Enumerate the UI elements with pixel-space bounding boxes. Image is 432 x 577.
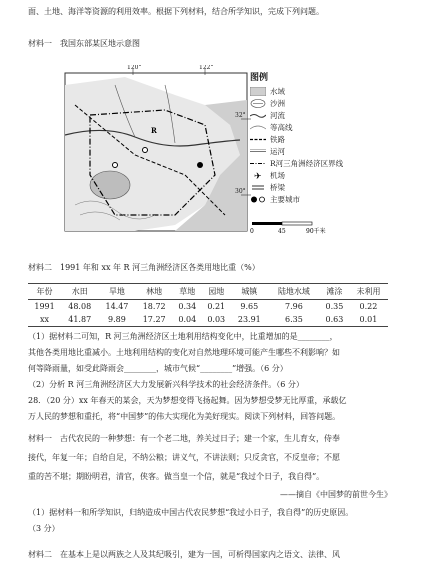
river-R-label: R: [151, 126, 157, 135]
material2-paragraph: 材料二 在基本上是以两族之人及其纪吸引，建为一国，可析得国家内之语文、法律、风: [28, 550, 340, 559]
lat-bottom-label: 30°: [235, 188, 246, 195]
legend-item: 沙洲: [250, 98, 400, 108]
lon-left-label: 120°: [127, 65, 142, 71]
city-marker: [197, 162, 203, 168]
question-1-line: 何等降雨量，如受此降雨会________，城市气候“________”增强。（6 分）: [28, 364, 288, 373]
boundary-icon: [250, 159, 266, 168]
table-header-row: 年份 水田 旱地 林地 草地 园地 城镇 陆地水域 滩涂 未利用: [28, 284, 388, 300]
scale-bar-icon: [250, 220, 330, 234]
question-28-line: 万人民的梦想和重托，将“中国梦”的伟大实现化为美好现实。阅读下列材料，回答问题。: [28, 412, 341, 421]
question-28-line: 28．（20 分）xx 年春天的某会，天为梦想变得飞扬起舞。因为梦想受梦无比厚重，承载亿: [28, 396, 347, 405]
contour-icon: [250, 123, 266, 132]
intro-text: 面、土地、海洋等资源的利用效率。根据下列材料，结合所学知识，完成下列问题。: [28, 7, 324, 16]
question-1-line: 其他各类用地比重减小。土地利用结构的变化对自然地理环境可能产生哪些不利影响？如: [28, 348, 340, 357]
legend-item: 河流: [250, 110, 400, 120]
question-2-line: （2）分析 R 河三角洲经济区大力发展新兴科学技术的社会经济条件。（6 分）: [28, 380, 304, 389]
question-m1-line: （1）据材料一和所学知识，归纳造成中国古代农民梦想“我过小日子，我自得”的历史原因。: [28, 508, 354, 517]
svg-text:✈: ✈: [254, 172, 262, 180]
legend-item: 铁路: [250, 134, 400, 144]
city-icon: [250, 195, 266, 204]
legend-item: R河三角洲经济区界线: [250, 158, 400, 168]
sandbar-icon: [250, 99, 266, 108]
material1-source: ——摘自《中国梦的前世今生》: [280, 490, 392, 499]
map-svg: [55, 65, 255, 240]
question-1-line: （1）据材料二可知，R 河三角洲经济区土地利用结构变化中，比重增加的是________，: [28, 332, 338, 341]
legend-item: ✈ 机场: [250, 170, 400, 180]
material1-paragraph: 材料一 古代农民的一种梦想：有一个老二地，养关过日子；建一个家，生儿育女，侍奉: [28, 434, 340, 443]
water-body-icon: [250, 87, 266, 96]
legend-item: 水域: [250, 86, 400, 96]
question-m1-line: （3 分）: [28, 524, 60, 533]
svg-text:90千米: 90千米: [306, 228, 326, 234]
lat-top-label: 32°: [235, 112, 246, 119]
table-row: xx 41.87 9.89 17.27 0.04 0.03 23.91 6.35 0.63 0.01: [40, 315, 378, 324]
city-marker: [143, 148, 148, 153]
city-marker: [113, 163, 118, 168]
bridge-icon: [250, 183, 266, 192]
legend-item: 主要城市: [250, 194, 400, 204]
material2-title: 材料二 1991 年和 xx 年 R 河三角洲经济区各类用地比重（%）: [28, 263, 260, 272]
land-use-table: [28, 283, 388, 327]
material1-paragraph: 重的苦不堪；期盼明君，清官，侠客。做当皇一个信，就是“我过个日子，我自得”。: [28, 472, 325, 481]
canal-icon: [250, 147, 266, 156]
material1-paragraph: 接代，年复一年；自给自足，不纳公粮；讲义气，不讲法则；只反贪官，不反皇帝；不愿: [28, 453, 340, 462]
lon-right-label: 122°: [199, 65, 214, 71]
legend-item: 运河: [250, 146, 400, 156]
region-map: [55, 65, 255, 240]
table-row: 1991 48.08 14.47 18.72 0.34 0.21 9.65 7.96 0.35 0.22: [34, 302, 378, 311]
svg-text:45: 45: [278, 228, 286, 234]
map-legend: [250, 70, 400, 240]
legend-item: 桥梁: [250, 182, 400, 192]
river-icon: [250, 111, 266, 120]
svg-text:0: 0: [250, 228, 254, 234]
legend-item: 等高线: [250, 122, 400, 132]
legend-title: 图例: [250, 73, 269, 83]
airport-icon: [250, 171, 266, 180]
map-scale: [250, 220, 330, 236]
railway-icon: [250, 135, 266, 144]
material1-title: 材料一 我国东部某区地示意图: [28, 39, 140, 48]
